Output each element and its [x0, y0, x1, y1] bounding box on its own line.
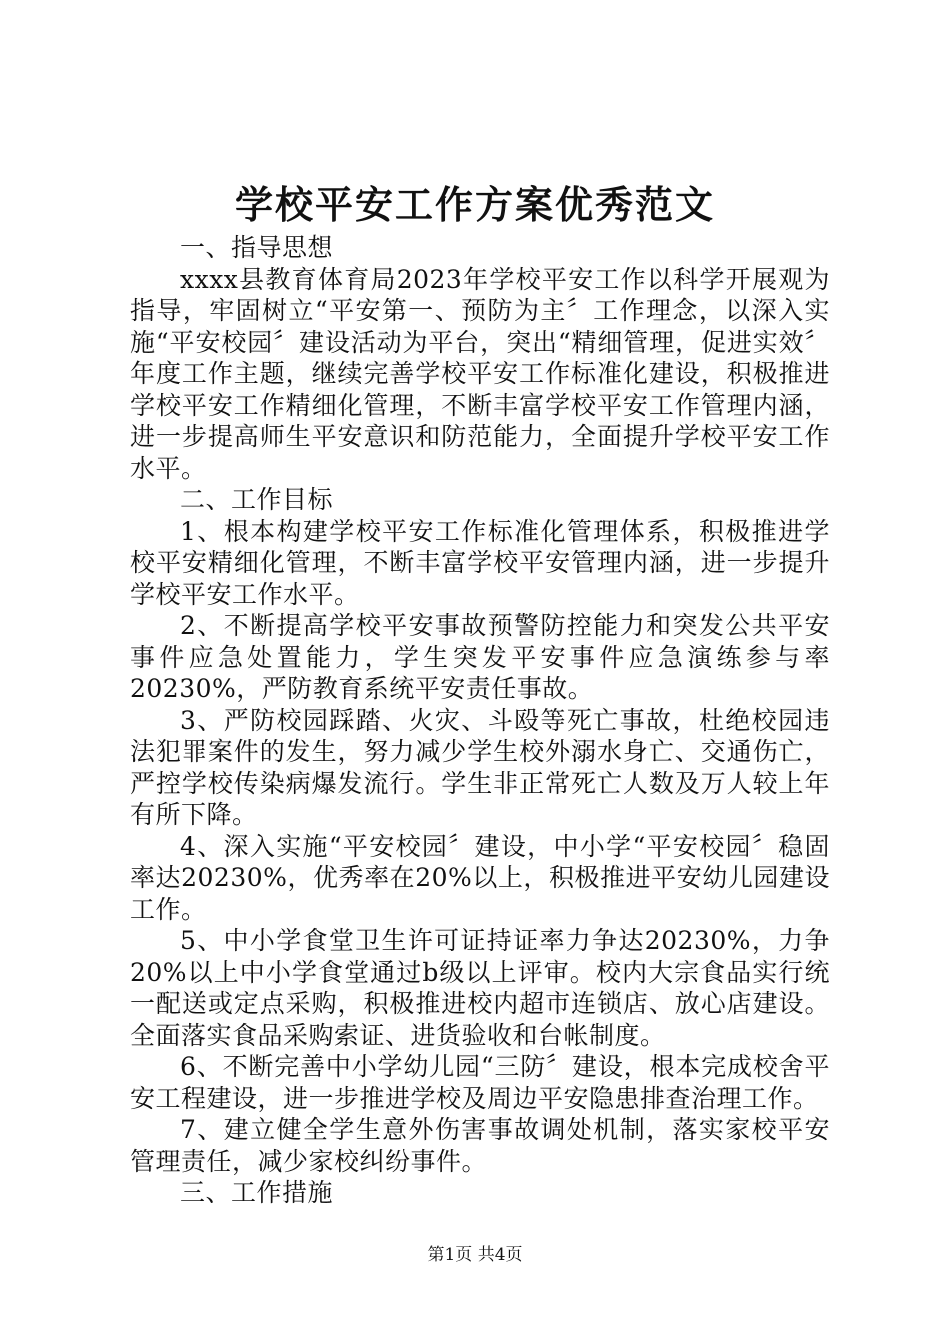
goal-item-7: 7、建立健全学生意外伤害事故调处机制，落实家校平安管理责任，减少家校纠纷事件。	[130, 1115, 830, 1176]
goal-item-5: 5、中小学食堂卫生许可证持证率力争达20230%，力争20%以上中小学食堂通过b级以上评审。校内大宗食品实行统一配送或定点采购，积极推进校内超市连锁店、放心店建设。全面落实食品采购索证、进货验收和台帐制度。	[130, 926, 830, 1050]
section-heading-guiding-ideology: 一、指导思想	[180, 233, 334, 262]
goal-item-2: 2、不断提高学校平安事故预警防控能力和突发公共平安事件应急处置能力，学生突发平安事件应急演练参与率20230%，严防教育系统平安责任事故。	[130, 611, 830, 703]
section-heading-work-measures: 三、工作措施	[180, 1178, 334, 1207]
goal-item-1: 1、根本构建学校平安工作标准化管理体系，积极推进学校平安精细化管理，不断丰富学校平安管理内涵，进一步提升学校平安工作水平。	[130, 516, 830, 609]
document-body	[130, 232, 830, 1209]
goal-item-3: 3、严防校园踩踏、火灾、斗殴等死亡事故，杜绝校园违法犯罪案件的发生，努力减少学生校外溺水身亡、交通伤亡，严控学校传染病爆发流行。学生非正常死亡人数及万人较上年有所下降。	[130, 705, 830, 829]
page-number-footer: 第1页 共4页	[427, 1245, 523, 1265]
paragraph-guiding-ideology: xxxx县教育体育局2023年学校平安工作以科学开展观为指导，牢固树立“平安第一、预防为主〞工作理念，以深入实施“平安校园〞建设活动为平台，突出“精细管理，促进实效〞年度工作主题，继续完善学校平安工作标准化建设，积极推进学校平安工作精细化管理，不断丰富学校平安工作管理内涵，进一步提高师生平安意识和防范能力，全面提升学校平安工作水平。	[130, 264, 830, 483]
goal-item-6: 6、不断完善中小学幼儿园“三防〞建设，根本完成校舍平安工程建设，进一步推进学校及周边平安隐患排查治理工作。	[130, 1052, 830, 1113]
goal-item-4: 4、深入实施“平安校园〞建设，中小学“平安校园〞稳固率达20230%，优秀率在20%以上，积极推进平安幼儿园建设工作。	[130, 831, 830, 924]
document-title: 学校平安工作方案优秀范文	[234, 182, 715, 227]
section-heading-work-goals: 二、工作目标	[180, 485, 334, 514]
